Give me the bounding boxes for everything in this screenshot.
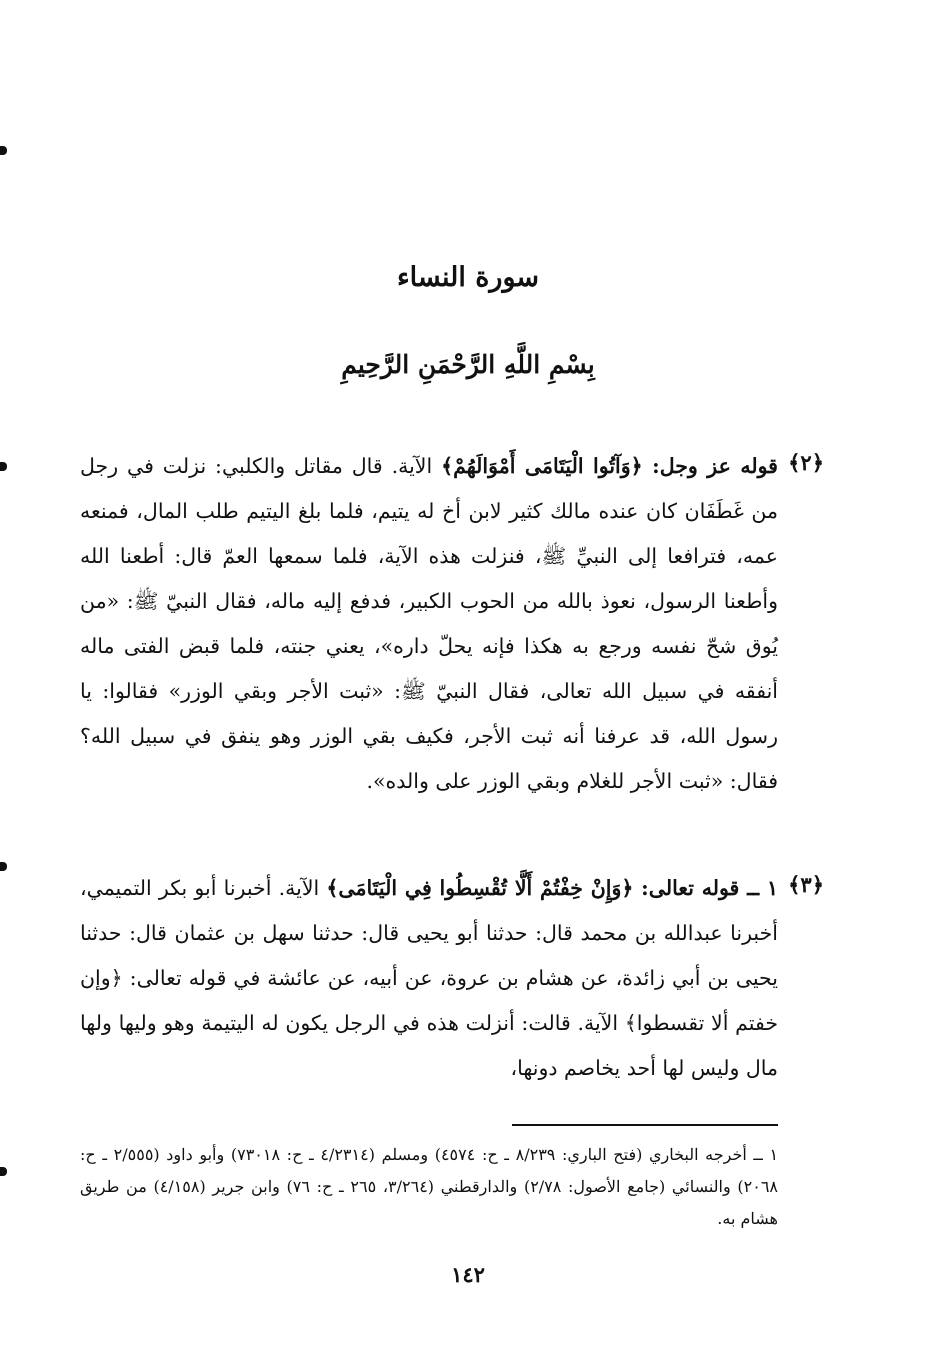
- margin-mark: [0, 862, 7, 871]
- paragraph: [80, 444, 778, 804]
- verse-number: ﴿٣﴾: [788, 872, 824, 897]
- margin-mark: [0, 146, 7, 155]
- verse-number: ﴿٢﴾: [788, 450, 824, 475]
- paragraph-text: الآية. قال مقاتل والكلبي: نزلت في رجل من غَطَفَان كان عنده مالك كثير لابن أخ له يتيم، فلما بلغ اليتيم طلب المال، فمنعه عمه، فترافعا إلى النبيِّ ﷺ، فنزلت هذه الآية، فلما سمعها العمّ قال: أطعنا الله وأطعنا الرسول، نعوذ بالله من الحوب الكبير، فدفع إليه ماله، فقال النبيّ ﷺ: «من يُوق شحّ نفسه ورجع به هكذا فإنه يحلّ داره»، يعني جنته، فلما قبض الفتى ماله أنفقه في سبيل الله تعالى، فقال النبيّ ﷺ: «ثبت الأجر وبقي الوزر» فقالوا: يا رسول الله، قد عرفنا أنه ثبت الأجر، فكيف بقي الوزر وهو ينفق في سبيل الله؟ فقال: «ثبت الأجر للغلام وبقي الوزر على والده».: [80, 454, 778, 793]
- margin-mark: [0, 462, 7, 471]
- paragraph-text: الآية. أخبرنا أبو بكر التميمي، أخبرنا عبدالله بن محمد قال: حدثنا أبو يحيى قال: حدثنا سهل بن عثمان قال: حدثنا يحيى بن أبي زائدة، عن هشام بن عروة، عن أبيه، عن عائشة في قوله تعالى: ﴿وإن خفتم ألا تقسطوا﴾ الآية. قالت: أنزلت هذه في الرجل يكون له اليتيمة وهو وليها ولها مال وليس لها أحد يخاصم دونها،: [80, 876, 778, 1080]
- basmala: بِسْمِ اللَّهِ الرَّحْمَنِ الرَّحِيمِ: [341, 350, 595, 379]
- footnote: ١ ــ أخرجه البخاري (فتح الباري: ٨/٢٣٩ ـ ح: ٤٥٧٤) ومسلم (٤/٢٣١٤ ـ ح: ٧٣٠١٨) وأبو داود (٢/٥٥٥ ـ ح: ٢٠٦٨) والنسائي (جامع الأصول: ٢/٧٨) والدارقطني (٣/٢٦٤، ٢٦٥ ـ ح: ٧٦) وابن جرير (٤/١٥٨) من طريق هشام به.: [80, 1145, 779, 1228]
- paragraph-lead: ١ ــ قوله تعالى: ﴿وَإِنْ خِفْتُمْ أَلَّا تُقْسِطُوا فِي الْيَتَامَى﴾: [326, 876, 778, 900]
- paragraph: [80, 866, 778, 1091]
- footnote-divider: [512, 1124, 778, 1126]
- surah-title: سورة النساء: [396, 262, 540, 293]
- margin-mark: [0, 1167, 7, 1176]
- page-number: ١٤٢: [451, 1262, 485, 1287]
- paragraph-lead: قوله عز وجل: ﴿وَآتُوا الْيَتَامَى أَمْوَالَهُمْ﴾: [441, 454, 778, 478]
